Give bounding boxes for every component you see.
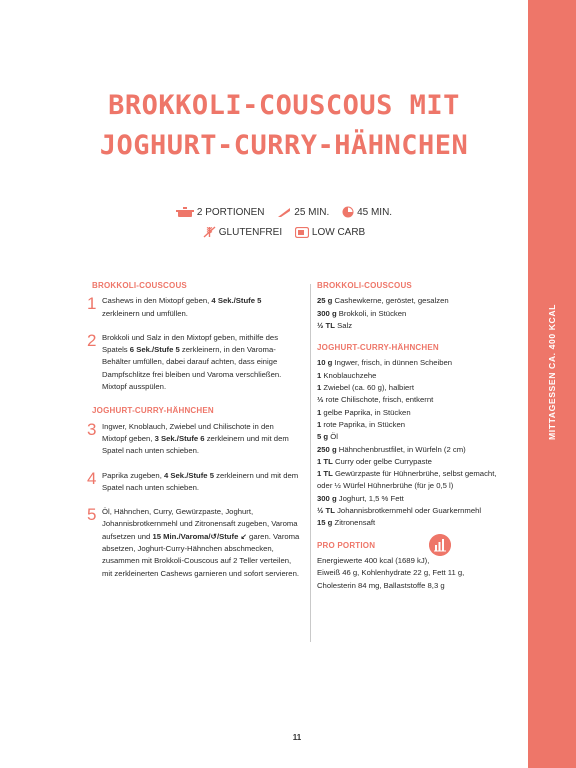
ingredient-name: Ingwer, frisch, in dünnen Scheiben — [332, 358, 453, 368]
instructions-section-2: JOGHURT-CURRY-HÄHNCHEN — [92, 406, 214, 416]
step-text: Paprika zugeben, — [102, 470, 164, 480]
chart-badge-icon — [429, 534, 451, 556]
recipe-title — [40, 86, 528, 166]
ingredient-line — [317, 468, 497, 493]
ingredient-amount: ½ TL — [317, 506, 335, 516]
step-setting: 4 Sek./Stufe 5 — [163, 470, 214, 480]
ingredients-group-2 — [317, 357, 497, 529]
step-setting: 3 Sek./Stufe 6 — [154, 433, 205, 443]
portions-info — [176, 207, 265, 218]
ingredient-amount: 15 g — [317, 518, 333, 528]
ingredient-line — [317, 382, 497, 394]
ingredient-amount: 250 g — [317, 444, 337, 454]
ingredient-amount: ⅓ — [317, 395, 324, 405]
instruction-step — [87, 468, 300, 495]
instruction-step — [87, 330, 300, 393]
no-gluten-icon — [203, 226, 216, 238]
page-number: 11 — [292, 733, 302, 742]
ingredient-name: Johannisbrotkernmehl oder Guarkernmehl — [334, 506, 482, 516]
step-number: 2 — [87, 330, 97, 350]
nutrition-line: Eiweiß 46 g, Kohlenhydrate 22 g, Fett 11 g, — [317, 568, 465, 578]
portions-text: 2 PORTIONEN — [196, 206, 265, 218]
ingredient-line — [317, 308, 497, 320]
ingredient-name: Knoblauchzehe — [321, 370, 377, 380]
ingredient-amount: 1 TL — [317, 469, 333, 479]
step-number: 5 — [87, 505, 97, 525]
recipe-title-line1: BROKKOLI-COUSCOUS MIT — [108, 90, 460, 121]
recipe-tags-row — [40, 226, 528, 238]
ingredient-name: Gewürzpaste für Hühnerbrühe, selbst gemacht, oder ½ Würfel Hühnerbrühe (für je 0,5 l) — [317, 469, 497, 491]
ingredient-amount: 1 TL — [317, 456, 333, 466]
step-number: 3 — [87, 419, 97, 439]
nutrition-line: Cholesterin 84 mg, Ballaststoffe 8,3 g — [317, 580, 445, 590]
ingredient-name: Zwiebel (ca. 60 g), halbiert — [321, 383, 415, 393]
step-text: Öl, Hähnchen, Curry, Gewürzpaste, Joghurt, Johannisbrotkernmehl und Zitronensaft zugeben, Varoma aufsetzen und — [102, 507, 298, 541]
total-time-info — [342, 206, 392, 218]
ingredient-line — [317, 444, 497, 456]
ingredient-name: gelbe Paprika, in Stücken — [321, 407, 411, 417]
ingredient-line — [317, 407, 497, 419]
step-text: zerkleinern und mit dem Spatel nach unten schieben. — [102, 433, 289, 456]
clock-icon — [342, 206, 354, 218]
ingredient-amount: 1 — [317, 383, 322, 393]
ingredient-line — [317, 431, 497, 443]
ingredient-line — [317, 505, 497, 517]
step-number: 4 — [87, 468, 97, 488]
total-time-text: 45 MIN. — [357, 206, 393, 218]
nutrition-heading: PRO PORTION — [317, 540, 376, 550]
prep-time-info — [277, 207, 329, 218]
step-text: zerkleinern und mit dem Spatel nach unten schieben. — [102, 470, 299, 492]
step-setting: 6 Sek./Stufe 5 — [129, 345, 180, 355]
ingredient-name: Joghurt, 1,5 % Fett — [336, 493, 404, 503]
instruction-step — [87, 505, 300, 580]
ingredient-line — [317, 419, 497, 431]
instruction-step — [87, 419, 300, 458]
ingredient-line — [317, 456, 497, 468]
tag-low-carb — [295, 227, 365, 238]
recipe-title-line2: JOGHURT-CURRY-HÄHNCHEN — [99, 130, 469, 161]
chapter-sidebar — [528, 0, 576, 768]
step-text: zerkleinern und umfüllen. — [102, 308, 188, 318]
step-text: garen. Varoma absetzen, Joghurt-Curry-Hähnchen abschmecken, zusammen mit Brokkoli-Couscous auf 2 Teller verteilen, mit zerkleinerten Cashews garnieren und sofort servieren. — [102, 531, 300, 578]
ingredient-name: Öl — [328, 432, 338, 442]
step-text: Brokkoli und Salz in den Mixtopf geben, mithilfe des Spatels — [102, 332, 279, 355]
step-text: Cashews in den Mixtopf geben, — [102, 296, 212, 306]
ingredient-name: rote Paprika, in Stücken — [321, 419, 406, 429]
tag-gluten-free — [203, 226, 282, 238]
ingredients-section-1: BROKKOLI-COUSCOUS — [317, 281, 412, 290]
nutrition-line: Energiewerte 400 kcal (1689 kJ), — [317, 555, 430, 565]
ingredient-amount: 1 — [317, 407, 322, 417]
tag-gluten-free-text: GLUTENFREI — [218, 226, 283, 238]
ingredient-amount: 10 g — [317, 358, 333, 368]
step-setting: 4 Sek./Stufe 5 — [211, 296, 262, 306]
ingredient-name: Brokkoli, in Stücken — [336, 308, 407, 318]
ingredient-amount: 25 g — [317, 296, 333, 306]
ingredient-amount: 1 — [317, 419, 322, 429]
chapter-label: MITTAGESSEN CA. 400 KCAL — [547, 303, 557, 441]
ingredients-section-2: JOGHURT-CURRY-HÄHNCHEN — [317, 343, 439, 353]
ingredient-amount: 300 g — [317, 308, 337, 318]
ingredient-name: Curry oder gelbe Currypaste — [332, 456, 432, 466]
ingredient-name: Salz — [334, 320, 353, 330]
instructions-column — [87, 280, 300, 592]
ingredient-line — [317, 394, 497, 406]
ingredient-amount: 300 g — [317, 493, 337, 503]
instructions-section-1: BROKKOLI-COUSCOUS — [92, 281, 187, 290]
ingredient-amount: 5 g — [317, 432, 329, 442]
step-setting: 15 Min./Varoma/↺/Stufe ↙ — [152, 531, 247, 541]
nutrition-block — [317, 540, 497, 592]
prep-time-text: 25 MIN. — [294, 206, 330, 218]
ingredient-line — [317, 295, 497, 307]
knife-icon — [277, 207, 291, 218]
tag-low-carb-text: LOW CARB — [311, 226, 366, 238]
column-divider — [310, 284, 311, 642]
instruction-step — [87, 294, 300, 320]
ingredient-line — [317, 493, 497, 505]
recipe-meta-row — [40, 206, 528, 218]
low-carb-icon — [295, 227, 309, 238]
ingredient-name: Hähnchenbrustfilet, in Würfeln (2 cm) — [336, 444, 466, 454]
ingredient-line — [317, 517, 497, 529]
ingredient-amount: ½ TL — [317, 320, 335, 330]
ingredient-amount: 1 — [317, 370, 322, 380]
ingredient-line — [317, 370, 497, 382]
ingredient-name: rote Chilischote, frisch, entkernt — [323, 395, 434, 405]
step-number: 1 — [87, 294, 97, 314]
step-text: Ingwer, Knoblauch, Zwiebel und Chilischote in den Mixtopf geben, — [102, 421, 274, 443]
ingredient-name: Zitronensaft — [332, 518, 376, 528]
ingredients-group-1 — [317, 295, 497, 332]
ingredient-line — [317, 357, 497, 369]
ingredient-line — [317, 320, 497, 332]
pot-icon — [176, 207, 194, 218]
ingredients-column — [317, 280, 497, 592]
ingredient-name: Cashewkerne, geröstet, gesalzen — [332, 296, 449, 306]
step-text: zerkleinern, in den Varoma-Behälter umfüllen, dabei darauf achten, dass einige Dampfschlitze frei bleiben und Varoma verschließen. Mixtopf ausspülen. — [102, 345, 282, 392]
